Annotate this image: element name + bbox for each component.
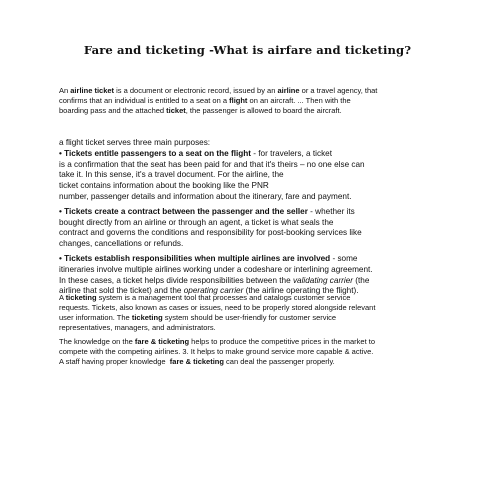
ticketing-system-paragraph [59, 293, 444, 333]
purpose-2-heading-line: • Tickets create a contract between the passenger and the seller - whether its [59, 206, 355, 216]
page-title: Fare and ticketing -What is airfare and ticketing? [83, 43, 412, 57]
intro-paragraph [59, 86, 444, 116]
text-line: confirms that an individual is entitled to a seat on a flight on an aircraft. ... Then with the [59, 95, 351, 105]
purposes-section [59, 138, 444, 297]
purposes-lead: a flight ticket serves three main purposes: [59, 138, 211, 147]
text-line: An airline ticket is a document or electronic record, issued by an airline or a travel agency, that [59, 86, 378, 95]
text-line: changes, cancellations or refunds. [59, 239, 184, 249]
text-line: itineraries involve multiple airlines working under a codeshare or interlining agreement. [59, 264, 373, 274]
text-line: number, passenger details and information about the itinerary, fare and payment. [59, 191, 352, 201]
text-line: is a confirmation that the seat has been paid for and that it's theirs – no one else can [59, 159, 365, 169]
text-line: A ticketing system is a management tool that processes and catalogs customer service [59, 293, 351, 302]
text-line: In these cases, a ticket helps divide responsibilities between the validating carrier (the [59, 275, 370, 285]
text-line: compete with the competing airlines. 3. It helps to make ground service more capable & active. [59, 346, 374, 356]
text-line: take it. In this sense, it's a travel document. For the airline, the [59, 170, 284, 180]
knowledge-paragraph [59, 337, 444, 367]
text-line: contract and governs the conditions and responsibility for post-booking services like [59, 228, 362, 238]
text-line: user information. The ticketing system should be user-friendly for customer service [59, 312, 337, 322]
text-line: requests. Tickets, also known as cases or issues, need to be properly stored alongside relevant [59, 302, 376, 312]
text-line: The knowledge on the fare & ticketing helps to produce the competitive prices in the market to [59, 337, 376, 346]
text-line: A staff having proper knowledge fare & ticketing can deal the passenger properly. [59, 356, 335, 366]
text-line: boarding pass and the attached ticket, the passenger is allowed to board the aircraft. [59, 105, 342, 115]
text-line: bought directly from an airline or through an agent, a ticket is what seals the [59, 217, 334, 227]
text-line: ticket contains information about the booking like the PNR [59, 181, 269, 191]
text-line: representatives, managers, and administrators. [59, 322, 216, 332]
purpose-3-heading-line: • Tickets establish responsibilities when multiple airlines are involved - some [59, 253, 358, 263]
purpose-1-heading-line: • Tickets entitle passengers to a seat on the flight - for travelers, a ticket [59, 148, 332, 158]
text-line: airline that sold the ticket) and the operating carrier (the airline operating the flight). [59, 286, 359, 296]
